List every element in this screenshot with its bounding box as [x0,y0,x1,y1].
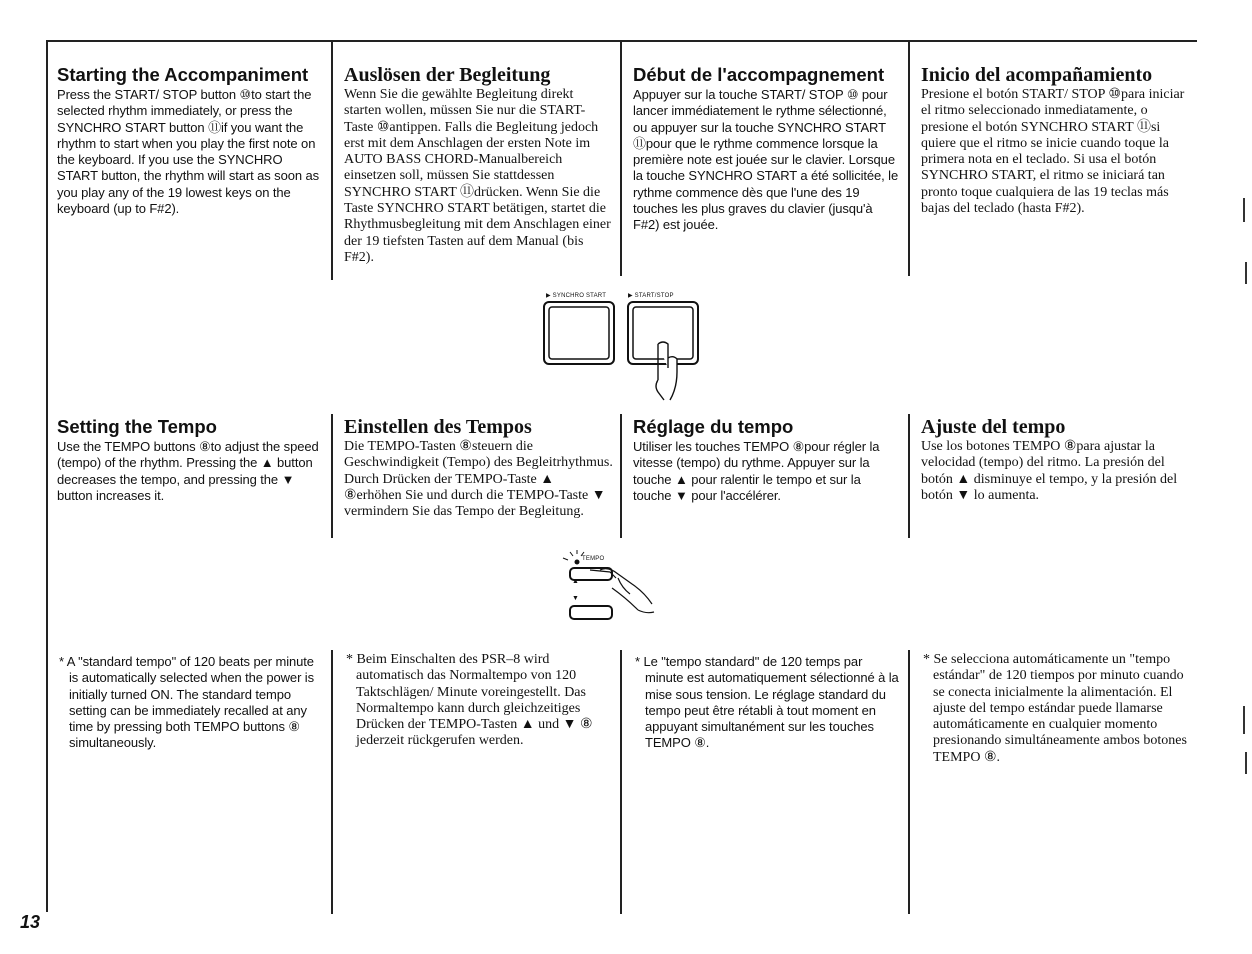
edge-mark [1245,262,1247,284]
start-buttons-figure [530,288,720,408]
page-number: 13 [20,912,41,932]
column-divider [620,40,622,276]
heading: Ajuste del tempo [921,416,1066,438]
tempo-label: TEMPO [582,556,605,562]
heading: Réglage du tempo [633,416,794,437]
tempo-buttons-figure [560,548,670,628]
column-divider [908,650,910,914]
column-divider [331,414,333,538]
synchro-start-label: ▶ SYNCHRO START [546,293,607,299]
column-divider [331,40,333,280]
paragraph: Use los botones TEMPO ⑧para ajustar la velocidad (tempo) del ritmo. La presión del botón ▲ disminuye el tempo, y la presión del botón ▼ lo aumenta. [921,439,1178,503]
section-tempo-es [921,416,1191,504]
heading: Einstellen des Tempos [344,416,532,438]
tempo-illustration [560,548,670,628]
edge-mark [1245,752,1247,774]
tempo-up-arrow: ▲ [572,578,579,585]
heading: Starting the Accompaniment [57,64,309,85]
section-start-fr [633,64,901,234]
button-illustration [530,288,720,408]
column-divider [908,40,910,276]
section-tempo-fr [633,416,901,504]
note-en [57,654,323,752]
column-divider [46,40,48,912]
column-divider [620,650,622,914]
column-divider [620,414,622,538]
section-start-de [344,64,614,266]
heading: Début de l'accompagnement [633,64,885,85]
note-de [344,652,616,750]
column-divider [908,414,910,538]
section-tempo-en [57,416,325,504]
tempo-down-arrow: ▼ [572,595,579,602]
paragraph: Die TEMPO-Tasten ⑧steuern die Geschwindigkeit (Tempo) des Begleitrhythmus. Durch Drücken der TEMPO-Taste ▲ ⑧erhöhen Sie und durch die TEMPO-Taste ▼ vermindern Sie das Tempo der Begleitung. [344,439,613,520]
section-start-en [57,64,325,217]
note-text: * A "standard tempo" of 120 beats per minute is automatically selected when the power is initially turned ON. The standard tempo setting can be immediately recalled at any time by pressing both TEMPO buttons ⑧ simultaneously. [59,654,314,751]
note-text: * Se selecciona automáticamente un "tempo estándar" de 120 tiempos por minuto cuando se conecta inicialmente la alimentación. El ajuste del tempo estándar puede llamarse automáticamente en cualquier momento presionando simultáneamente ambos botones TEMPO ⑧. [923,652,1187,765]
paragraph: Press the START/ STOP button ⑩to start the selected rhythm immediately, or press the SYNCHRO START button ⑪if you want the rhythm to start when you play the first note on the keyboard. If you use the SYNCHRO START button, the rhythm will start as soon as you play any of the 19 lowest keys on the keyboard (up to F#2). [57,87,320,217]
paragraph: Use the TEMPO buttons ⑧to adjust the speed (tempo) of the rhythm. Pressing the ▲ button decreases the tempo, and pressing the ▼ button increases it. [57,439,319,503]
note-es [921,652,1193,766]
paragraph: Wenn Sie die gewählte Begleitung direkt starten wollen, müssen Sie nur die START-Taste ⑩antippen. Falls die Begleitung jedoch erst mit dem Anschlagen der ersten Note im AUTO BASS CHORD-Manualbereich einsetzen soll, müssen Sie stattdessen SYNCHRO START ⑪drücken. Wenn Sie die Taste SYNCHRO START betätigen, startet die Rhythmusbegleitung mit dem Anschlagen einer der 19 tiefsten Tasten auf dem Manual (bis F#2). [344,87,611,265]
edge-mark [1243,198,1245,222]
heading: Inicio del acompañamiento [921,64,1153,86]
paragraph: Appuyer sur la touche START/ STOP ⑩ pour lancer immédiatement le rythme sélectionné, ou appuyer sur la touche SYNCHRO START ⑪pour que le rythme commence lorsque la première note est jouée sur le clavier. Lorsque la touche SYNCHRO START a été sollicitée, le rythme commence dès que l'une des 19 touches les plus graves du clavier (jusqu'à F#2) est jouée. [633,87,899,233]
section-tempo-de [344,416,614,520]
start-stop-label: ▶ START/STOP [628,293,674,299]
note-fr [633,654,903,752]
heading: Auslösen der Begleitung [344,64,551,86]
section-start-es [921,64,1191,217]
paragraph: Utiliser les touches TEMPO ⑧pour régler la vitesse (tempo) du rythme. Appuyer sur la touche ▲ pour ralentir le tempo et sur la touche ▼ pour l'accélérer. [633,439,880,503]
edge-mark [1243,706,1245,734]
note-text: * Beim Einschalten des PSR–8 wird automatisch das Normaltempo von 120 Taktschlägen/ Minute voreingestellt. Das Normaltempo kann durch gleichzeitiges Drücken der TEMPO-Tasten ▲ und ▼ ⑧ jederzeit rückgerufen werden. [346,652,593,749]
column-divider [331,650,333,914]
paragraph: Presione el botón START/ STOP ⑩para iniciar el ritmo seleccionado inmediatamente, o presione el botón SYNCHRO START ⑪si quiere que el ritmo se inicie cuando toque la primera nota en el teclado. Si usa el botón SYNCHRO START, el ritmo se iniciará tan pronto toque cualquiera de las 19 teclas más bajas del teclado (hasta F#2). [921,87,1185,217]
note-text: * Le "tempo standard" de 120 temps par minute est automatiquement sélectionné à la mise sous tension. Le réglage standard du tempo peut être rétabli à tout moment en appuyant simultanément sur les touches TEMPO ⑧. [635,654,899,751]
heading: Setting the Tempo [57,416,217,437]
